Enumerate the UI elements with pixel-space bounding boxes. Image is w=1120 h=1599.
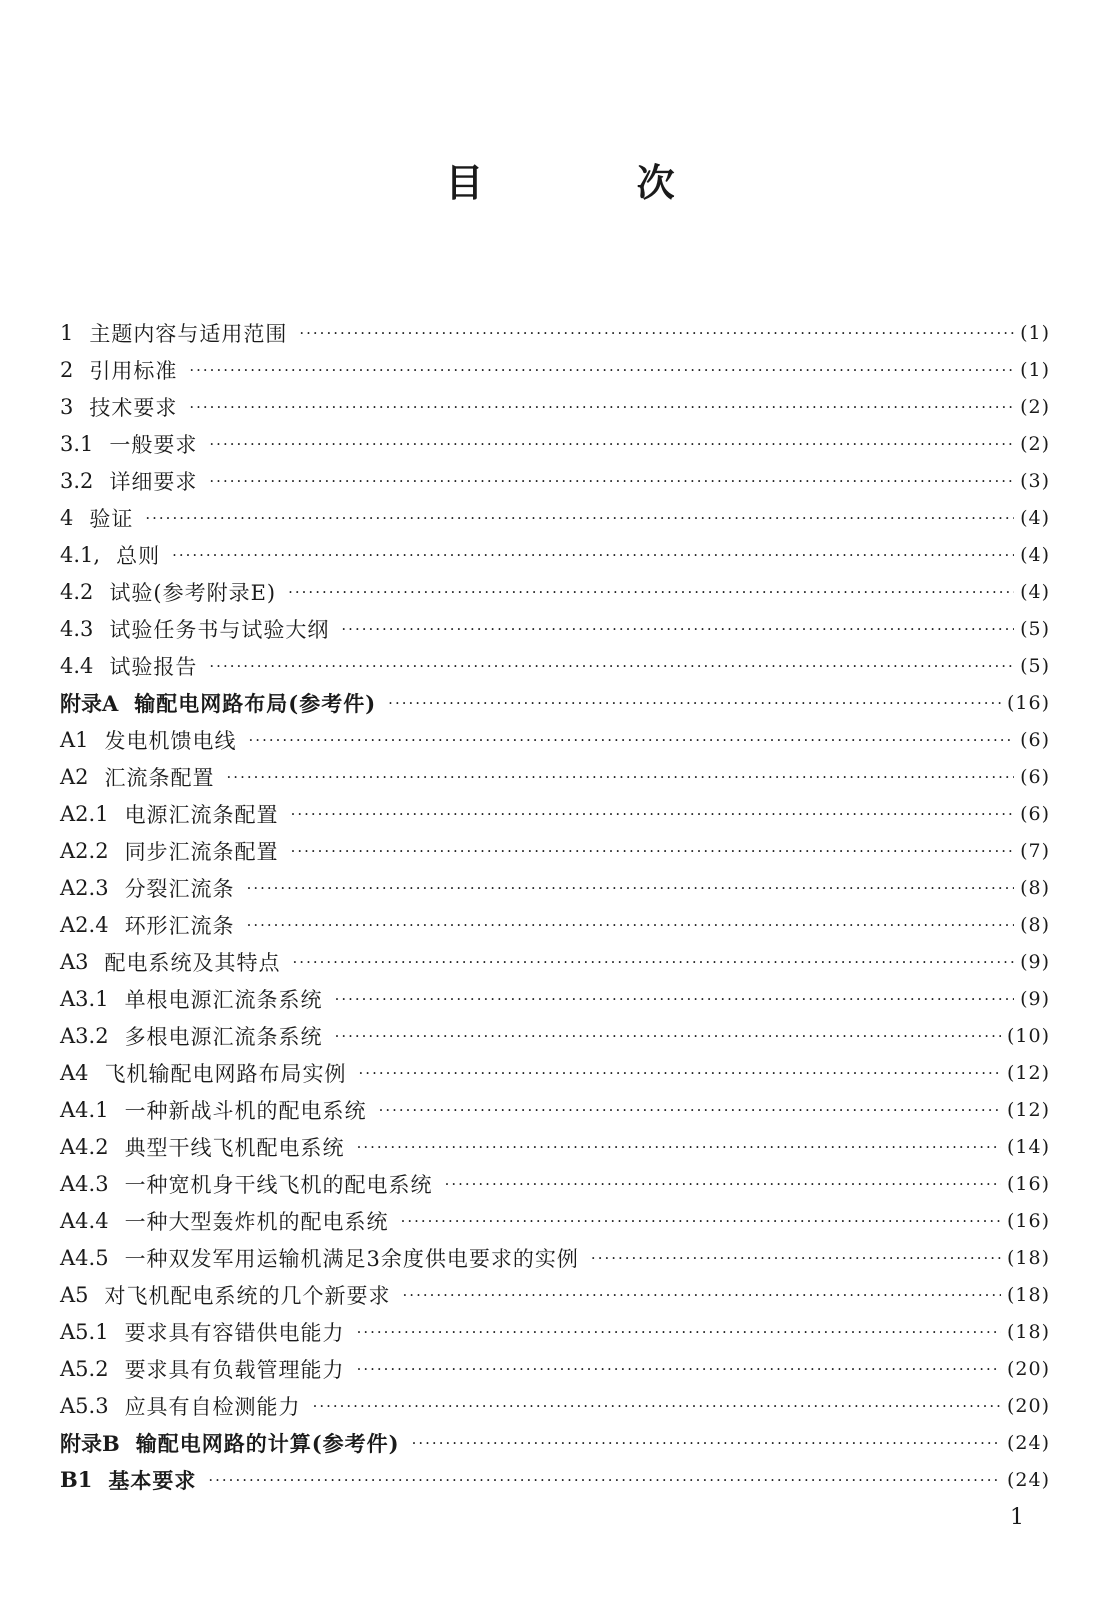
toc-dot-leader — [209, 657, 1014, 675]
toc-entry-page: (8) — [1020, 876, 1050, 899]
toc-entry-page: (8) — [1020, 913, 1050, 936]
toc-entry-title: 飞机输配电网路布局实例 — [104, 1061, 347, 1086]
toc-entry-number: A2.3 — [60, 875, 109, 900]
toc-entry-page: (14) — [1006, 1135, 1050, 1158]
toc-entry-page: (20) — [1006, 1357, 1050, 1380]
toc-entry-number: 附录B — [60, 1430, 120, 1456]
toc-entry-number: 4.3 — [60, 616, 94, 641]
toc-dot-leader — [335, 990, 1015, 1008]
toc-entry-page: (2) — [1020, 395, 1050, 418]
toc-dot-leader — [357, 1323, 1001, 1341]
toc-entry — [60, 1424, 1050, 1461]
toc-dot-leader — [403, 1286, 1001, 1304]
toc-dot-leader — [209, 472, 1014, 490]
toc-dot-leader — [388, 694, 1001, 712]
toc-entry-number: 4 — [60, 505, 74, 530]
toc-entry-number: A3 — [60, 949, 89, 974]
toc-entry-title: 同步汇流条配置 — [124, 839, 279, 864]
toc-entry-page: (16) — [1006, 691, 1050, 714]
toc-entry-number: A4.3 — [60, 1171, 109, 1196]
toc-entry — [60, 1461, 1050, 1498]
toc-entry-title: 环形汇流条 — [124, 913, 235, 938]
toc-entry — [60, 647, 1050, 684]
toc-entry-number: A5.1 — [60, 1319, 109, 1344]
toc-entry — [60, 758, 1050, 795]
toc-entry-page: (6) — [1020, 728, 1050, 751]
toc-entry-page: (7) — [1020, 839, 1050, 862]
toc-entry-number: A4 — [60, 1060, 89, 1085]
toc-entry-title: 技术要求 — [89, 395, 178, 420]
toc-entry-title: 主题内容与适用范围 — [89, 321, 288, 346]
toc-entry-page: (18) — [1006, 1283, 1050, 1306]
toc-dot-leader — [313, 1397, 1001, 1415]
toc-entry-title: 要求具有容错供电能力 — [124, 1320, 345, 1345]
toc-entry-page: (18) — [1006, 1320, 1050, 1343]
toc-entry-number: A4.4 — [60, 1208, 109, 1233]
toc-entry-page: (2) — [1020, 432, 1050, 455]
toc-entry-page: (1) — [1020, 358, 1050, 381]
toc-entry-number: A5 — [60, 1282, 89, 1307]
toc-dot-leader — [227, 768, 1015, 786]
toc-entry-page: (6) — [1020, 802, 1050, 825]
toc-entry-number: 3.1 — [60, 431, 94, 456]
toc-entry-number: A3.1 — [60, 986, 109, 1011]
toc-entry-page: (9) — [1020, 987, 1050, 1010]
toc-entry-title: 对飞机配电系统的几个新要求 — [104, 1283, 391, 1308]
toc-entry-number: A4.2 — [60, 1134, 109, 1159]
toc-entry-page: (5) — [1020, 617, 1050, 640]
toc-entry-title: 多根电源汇流条系统 — [124, 1024, 323, 1049]
toc-entry-title: 典型干线飞机配电系统 — [124, 1135, 345, 1160]
toc-entry-number: A4.5 — [60, 1245, 109, 1270]
toc-entry-title: 总则 — [116, 543, 161, 568]
toc-entry-page: (24) — [1006, 1431, 1050, 1454]
toc-entry-title: 详细要求 — [109, 469, 198, 494]
toc-entry — [60, 832, 1050, 869]
toc-entry-number: A2.4 — [60, 912, 109, 937]
toc-entry-title: 试验任务书与试验大纲 — [109, 617, 330, 642]
toc-entry-title: 汇流条配置 — [104, 765, 215, 790]
toc-entry-page: (4) — [1020, 580, 1050, 603]
toc-entry-page: (5) — [1020, 654, 1050, 677]
toc-entry — [60, 1387, 1050, 1424]
toc-dot-leader — [357, 1138, 1001, 1156]
toc-dot-leader — [288, 583, 1014, 601]
toc-entry — [60, 462, 1050, 499]
toc-entry-number: 3 — [60, 394, 74, 419]
toc-entry-title: 输配电网路的计算(参考件) — [135, 1430, 400, 1456]
toc-dot-leader — [293, 953, 1015, 971]
toc-entry — [60, 425, 1050, 462]
toc-dot-leader — [291, 842, 1015, 860]
toc-entry — [60, 943, 1050, 980]
toc-entry — [60, 351, 1050, 388]
toc-dot-leader — [359, 1064, 1001, 1082]
toc-entry-number: 1 — [60, 320, 74, 345]
toc-dot-leader — [357, 1360, 1001, 1378]
toc-entry-title: 一种双发军用运输机满足3余度供电要求的实例 — [124, 1246, 579, 1271]
toc-entry-title: 验证 — [89, 506, 134, 531]
toc-entry-number: A2.1 — [60, 801, 109, 826]
toc-entry-page: (10) — [1006, 1024, 1050, 1047]
toc-entry — [60, 684, 1050, 721]
toc-entry — [60, 1165, 1050, 1202]
toc-dot-leader — [189, 361, 1014, 379]
toc-entry-page: (1) — [1020, 321, 1050, 344]
toc-dot-leader — [209, 435, 1014, 453]
toc-entry-number: A5.2 — [60, 1356, 109, 1381]
toc-entry-title: 引用标准 — [89, 358, 178, 383]
page-title: 目 次 — [445, 161, 745, 205]
toc-entry-title: 一种大型轰炸机的配电系统 — [124, 1209, 389, 1234]
toc-entry-number: 2 — [60, 357, 74, 382]
toc-entry-page: (4) — [1020, 506, 1050, 529]
toc-entry — [60, 1276, 1050, 1313]
toc-entry-number: A2.2 — [60, 838, 109, 863]
toc-entry-title: 基本要求 — [108, 1467, 197, 1493]
toc-entry — [60, 1017, 1050, 1054]
toc-dot-leader — [189, 398, 1014, 416]
toc-entry — [60, 499, 1050, 536]
toc-entry — [60, 906, 1050, 943]
toc-dot-leader — [379, 1101, 1001, 1119]
toc-entry-page: (16) — [1006, 1172, 1050, 1195]
toc-dot-leader — [247, 879, 1015, 897]
table-of-contents — [60, 314, 1050, 1498]
toc-dot-leader — [208, 1471, 1001, 1489]
toc-entry-title: 应具有自检测能力 — [124, 1394, 301, 1419]
toc-entry — [60, 573, 1050, 610]
toc-entry-title: 输配电网路布局(参考件) — [134, 690, 377, 716]
toc-entry-title: 一种宽机身干线飞机的配电系统 — [124, 1172, 433, 1197]
toc-dot-leader — [341, 620, 1014, 638]
toc-dot-leader — [172, 546, 1014, 564]
page-number: 1 — [1010, 1505, 1024, 1530]
toc-entry — [60, 1313, 1050, 1350]
toc-entry-number: 4.2 — [60, 579, 94, 604]
toc-dot-leader — [299, 324, 1014, 342]
toc-entry-title: 一般要求 — [109, 432, 198, 457]
toc-entry-number: 4.4 — [60, 653, 94, 678]
toc-entry — [60, 1239, 1050, 1276]
toc-entry-title: 分裂汇流条 — [124, 876, 235, 901]
toc-entry-page: (20) — [1006, 1394, 1050, 1417]
toc-entry-number: B1 — [60, 1467, 93, 1492]
toc-dot-leader — [412, 1434, 1001, 1452]
toc-entry — [60, 1128, 1050, 1165]
toc-entry-page: (12) — [1006, 1098, 1050, 1121]
toc-entry-page: (3) — [1020, 469, 1050, 492]
toc-entry-page: (9) — [1020, 950, 1050, 973]
toc-entry — [60, 1091, 1050, 1128]
toc-entry-title: 一种新战斗机的配电系统 — [124, 1098, 367, 1123]
toc-dot-leader — [335, 1027, 1001, 1045]
toc-entry — [60, 795, 1050, 832]
toc-entry — [60, 314, 1050, 351]
toc-entry-page: (6) — [1020, 765, 1050, 788]
toc-entry — [60, 388, 1050, 425]
toc-entry — [60, 536, 1050, 573]
toc-dot-leader — [291, 805, 1015, 823]
toc-entry-title: 试验(参考附录E) — [109, 580, 277, 605]
toc-dot-leader — [145, 509, 1014, 527]
toc-entry-title: 配电系统及其特点 — [104, 950, 281, 975]
toc-entry-page: (16) — [1006, 1209, 1050, 1232]
toc-dot-leader — [247, 916, 1015, 934]
toc-entry-number: 附录A — [60, 690, 119, 716]
toc-entry-number: A2 — [60, 764, 89, 789]
toc-entry — [60, 1350, 1050, 1387]
toc-entry-page: (18) — [1006, 1246, 1050, 1269]
toc-entry-title: 试验报告 — [109, 654, 198, 679]
toc-entry — [60, 1054, 1050, 1091]
toc-dot-leader — [445, 1175, 1001, 1193]
toc-entry-number: A1 — [60, 727, 89, 752]
toc-entry-number: A3.2 — [60, 1023, 109, 1048]
toc-entry-title: 电源汇流条配置 — [124, 802, 279, 827]
toc-entry-number: A5.3 — [60, 1393, 109, 1418]
toc-entry-title: 单根电源汇流条系统 — [124, 987, 323, 1012]
toc-entry-page: (4) — [1020, 543, 1050, 566]
toc-dot-leader — [401, 1212, 1001, 1230]
toc-entry-title: 发电机馈电线 — [104, 728, 237, 753]
toc-entry-number: A4.1 — [60, 1097, 109, 1122]
toc-dot-leader — [591, 1249, 1001, 1267]
toc-entry — [60, 980, 1050, 1017]
toc-entry-number: 3.2 — [60, 468, 94, 493]
toc-entry-page: (24) — [1006, 1468, 1050, 1491]
toc-entry-number: 4.1, — [60, 542, 101, 567]
toc-entry — [60, 1202, 1050, 1239]
toc-entry — [60, 721, 1050, 758]
toc-dot-leader — [249, 731, 1015, 749]
toc-entry-title: 要求具有负载管理能力 — [124, 1357, 345, 1382]
toc-entry — [60, 610, 1050, 647]
toc-entry — [60, 869, 1050, 906]
toc-entry-page: (12) — [1006, 1061, 1050, 1084]
